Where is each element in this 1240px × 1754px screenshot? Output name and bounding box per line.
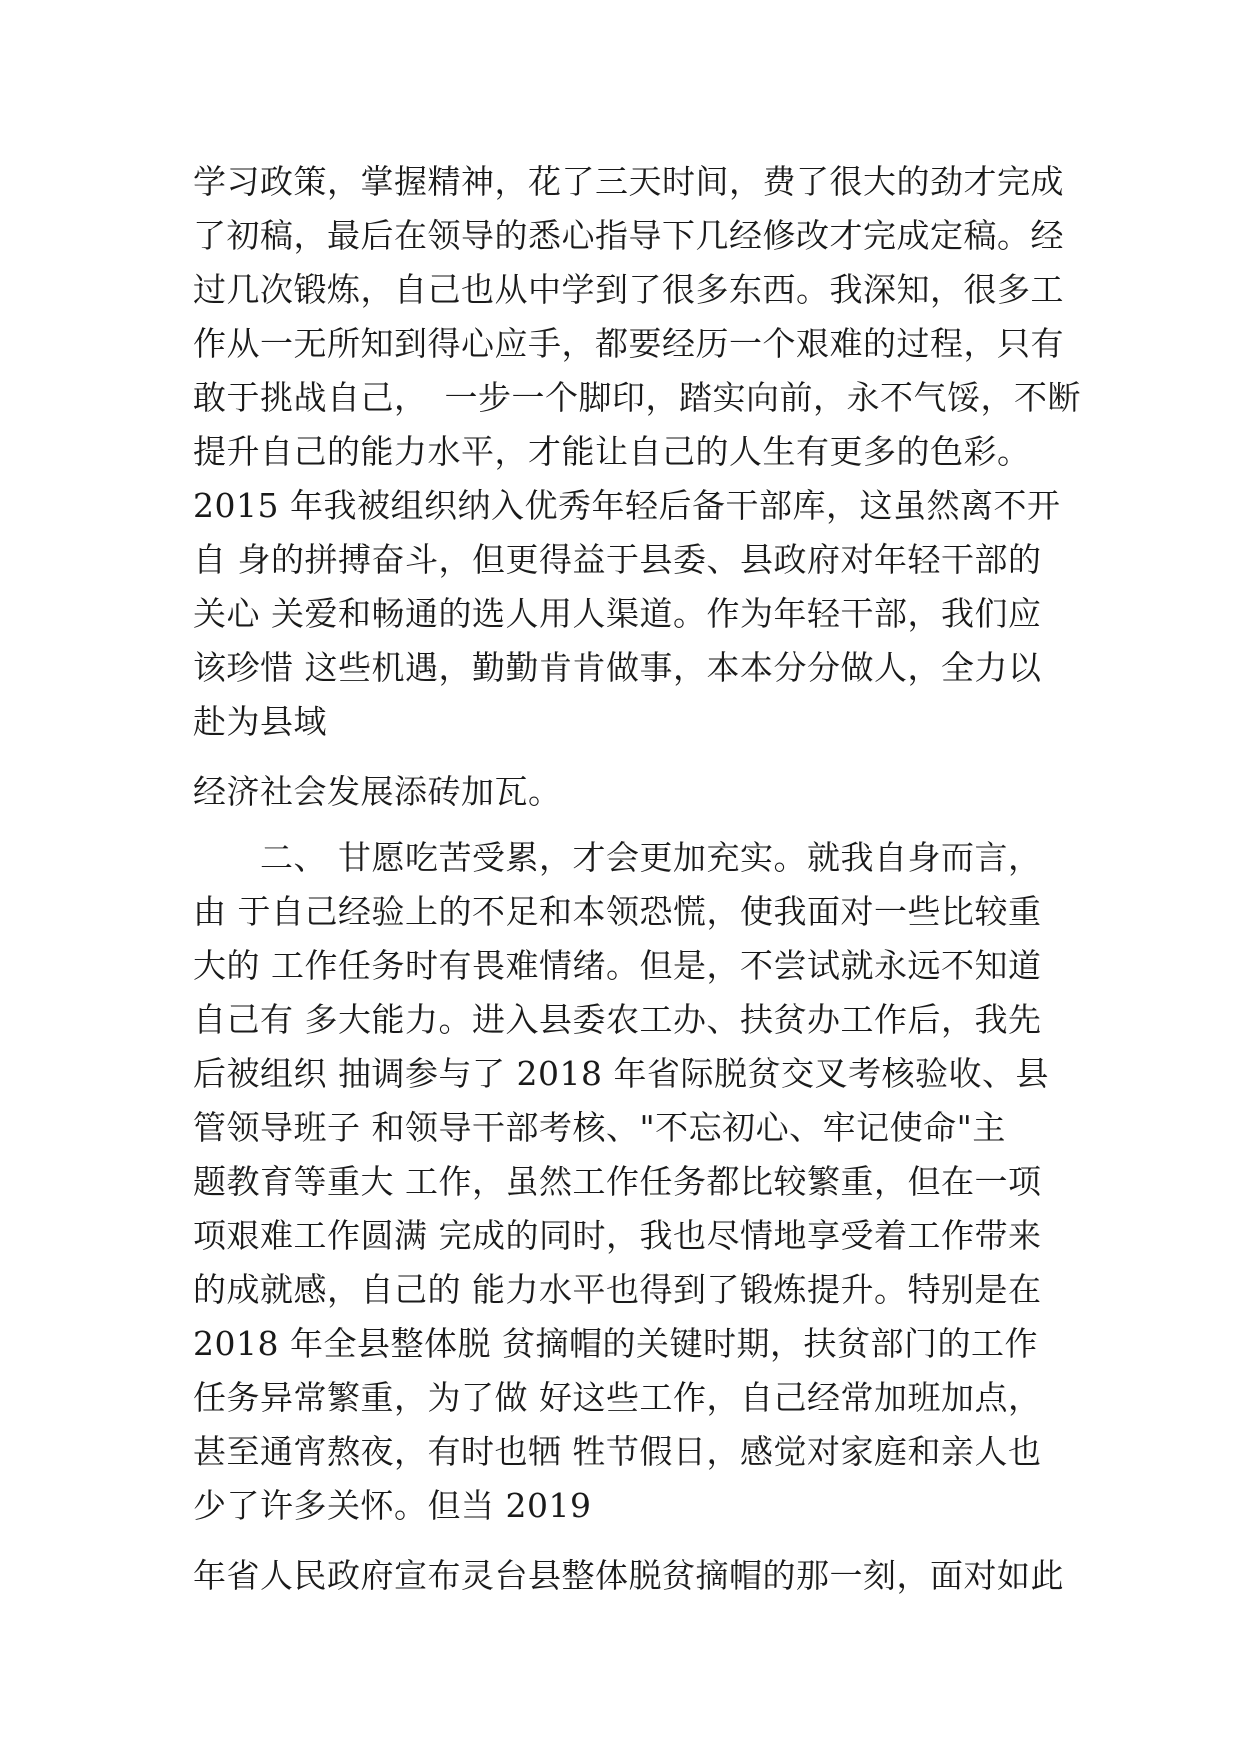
text-line: 经济社会发展添砖加瓦。 bbox=[193, 772, 562, 811]
text-line: 该珍惜 这些机遇，勤勤肯肯做事，本本分分做人，全力以 bbox=[193, 648, 1042, 687]
text-line: 作从一无所知到得心应手，都要经历一个艰难的过程，只有 bbox=[193, 324, 1064, 363]
text-line: 管领导班子 和领导干部考核、"不忘初心、牢记使命"主 bbox=[193, 1108, 1006, 1147]
text-line: 由 于自己经验上的不足和本领恐慌，使我面对一些比较重 bbox=[193, 892, 1042, 931]
text-line: 赴为县域 bbox=[193, 702, 327, 741]
text-line: 自己有 多大能力。进入县委农工办、扶贫办工作后，我先 bbox=[193, 1000, 1042, 1039]
text-line: 关心 关爱和畅通的选人用人渠道。作为年轻干部，我们应 bbox=[193, 594, 1042, 633]
text-line: 项艰难工作圆满 完成的同时，我也尽情地享受着工作带来 bbox=[193, 1216, 1042, 1255]
text-line: 了初稿，最后在领导的悉心指导下几经修改才完成定稿。经 bbox=[193, 216, 1064, 255]
text-line: 的成就感，自己的 能力水平也得到了锻炼提升。特别是在 bbox=[193, 1270, 1042, 1309]
text-line: 题教育等重大 工作，虽然工作任务都比较繁重，但在一项 bbox=[193, 1162, 1042, 1201]
text-line: 年省人民政府宣布灵台县整体脱贫摘帽的那一刻，面对如此 bbox=[193, 1556, 1064, 1595]
text-line: 后被组织 抽调参与了 2018 年省际脱贫交叉考核验收、县 bbox=[193, 1054, 1049, 1093]
text-line: 自 身的拼搏奋斗，但更得益于县委、县政府对年轻干部的 bbox=[193, 540, 1042, 579]
text-line: 少了许多关怀。但当 2019 bbox=[193, 1486, 592, 1525]
text-line: 过几次锻炼，自己也从中学到了很多东西。我深知，很多工 bbox=[193, 270, 1064, 309]
text-line: 敢于挑战自己， 一步一个脚印，踏实向前，永不气馁，不断 bbox=[193, 378, 1081, 417]
text-line: 大的 工作任务时有畏难情绪。但是，不尝试就永远不知道 bbox=[193, 946, 1042, 985]
text-line: 2018 年全县整体脱 贫摘帽的关键时期，扶贫部门的工作 bbox=[193, 1324, 1038, 1363]
text-line: 提升自己的能力水平，才能让自己的人生有更多的色彩。 bbox=[193, 432, 1031, 471]
text-line: 甚至通宵熬夜，有时也牺 牲节假日，感觉对家庭和亲人也 bbox=[193, 1432, 1042, 1471]
text-line: 任务异常繁重，为了做 好这些工作，自己经常加班加点， bbox=[193, 1378, 1042, 1417]
text-line: 2015 年我被组织纳入优秀年轻后备干部库，这虽然离不开 bbox=[193, 486, 1061, 525]
text-line: 二、 甘愿吃苦受累，才会更加充实。就我自身而言， bbox=[193, 838, 1042, 877]
text-line: 学习政策，掌握精神，花了三天时间，费了很大的劲才完成 bbox=[193, 162, 1064, 201]
